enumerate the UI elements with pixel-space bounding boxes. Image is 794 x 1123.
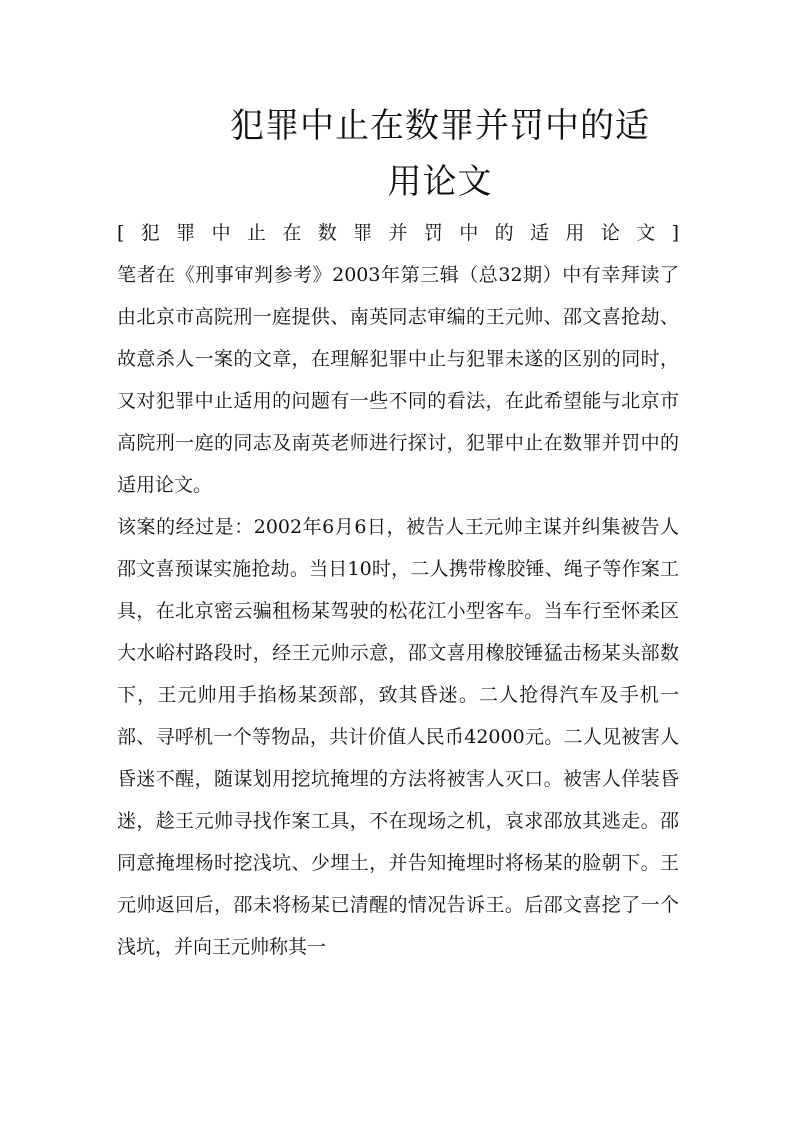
document-title [160, 98, 720, 210]
title-line-2: 用论文 [387, 162, 493, 202]
heading-tag: [犯罪中止在数罪并罚中的适用论文] [117, 222, 679, 244]
paragraph-intro: 笔者在《刑事审判参考》2003年第三辑（总32期）中有幸拜读了由北京市高院刑一庭提供、南英同志审编的王元帅、邵文喜抢劫、故意杀人一案的文章，在理解犯罪中止与犯罪未遂的区别的同时，又对犯罪中止适用的问题有一些不同的看法，在此希望能与北京市高院刑一庭的同志及南英老师进行探讨，犯罪中止在数罪并罚中的适用论文。 [117, 264, 679, 496]
document-body [117, 212, 679, 968]
title-line-1: 犯罪中止在数罪并罚中的适 [230, 106, 650, 146]
paragraph-case: 该案的经过是：2002年6月6日，被告人王元帅主谋并纠集被告人邵文喜预谋实施抢劫。当日10时，二人携带橡胶锤、绳子等作案工具，在北京密云骗租杨某驾驶的松花江小型客车。当车行至怀柔区大水峪村路段时，经王元帅示意，邵文喜用橡胶锤猛击杨某头部数下，王元帅用手掐杨某颈部，致其昏迷。二人抢得汽车及手机一部、寻呼机一个等物品，共计价值人民币42000元。二人见被害人昏迷不醒，随谋划用挖坑掩埋的方法将被害人灭口。被害人佯装昏迷，趁王元帅寻找作案工具，不在现场之机，哀求邵放其逃走。邵同意掩埋杨时挖浅坑、少埋土，并告知掩埋时将杨某的脸朝下。王元帅返回后，邵未将杨某已清醒的情况告诉王。后邵文喜挖了一个浅坑，并向王元帅称其一 [117, 516, 679, 958]
